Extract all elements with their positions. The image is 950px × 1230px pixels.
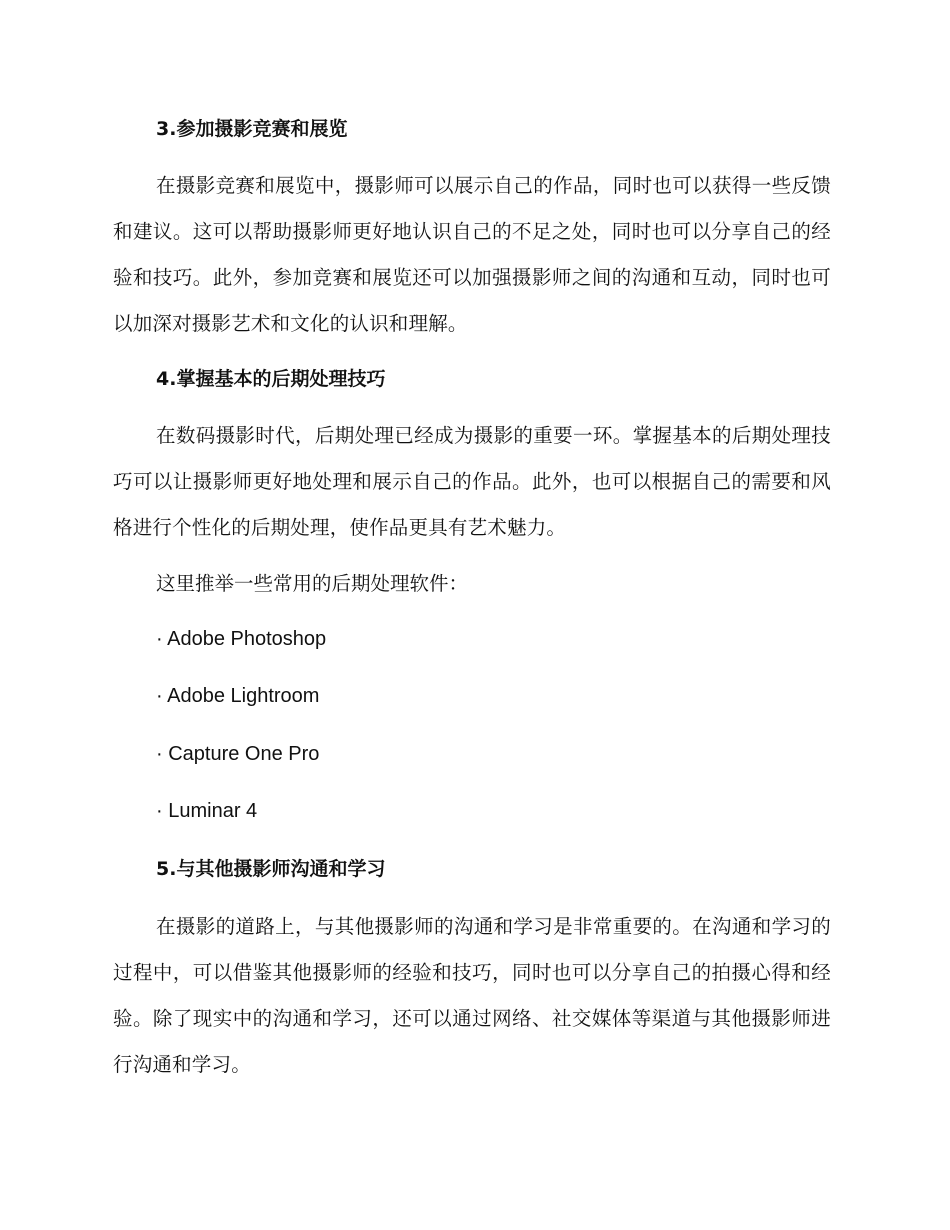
software-item-luminar: · Luminar 4 — [156, 800, 258, 822]
section-4-paragraph: 在数码摄影时代，后期处理已经成为摄影的重要一环。掌握基本的后期处理技巧可以让摄影师更好地处理和展示自己的作品。此外，也可以根据自己的需要和风格进行个性化的后期处理，使作品更具有艺术魅力。 — [113, 424, 831, 539]
section-3-paragraph: 在摄影竞赛和展览中，摄影师可以展示自己的作品，同时也可以获得一些反馈和建议。这可以帮助摄影师更好地认识自己的不足之处，同时也可以分享自己的经验和技巧。此外，参加竞赛和展览还可以加强摄影师之间的沟通和互动，同时也可以加深对摄影艺术和文化的认识和理解。 — [113, 174, 831, 335]
software-intro: 这里推举一些常用的后期处理软件： — [156, 572, 469, 595]
section-5-paragraph: 在摄影的道路上，与其他摄影师的沟通和学习是非常重要的。在沟通和学习的过程中，可以借鉴其他摄影师的经验和技巧，同时也可以分享自己的拍摄心得和经验。除了现实中的沟通和学习，还可以通过网络、社交媒体等渠道与其他摄影师进行沟通和学习。 — [113, 915, 831, 1076]
software-item-lightroom: · Adobe Lightroom — [156, 685, 320, 707]
software-item-capture-one: · Capture One Pro — [156, 743, 320, 765]
section-4-heading: 4.掌握基本的后期处理技巧 — [156, 368, 386, 390]
software-item-photoshop: · Adobe Photoshop — [156, 628, 327, 650]
section-5-heading: 5.与其他摄影师沟通和学习 — [156, 858, 386, 880]
section-3-heading: 3.参加摄影竞赛和展览 — [156, 118, 348, 140]
